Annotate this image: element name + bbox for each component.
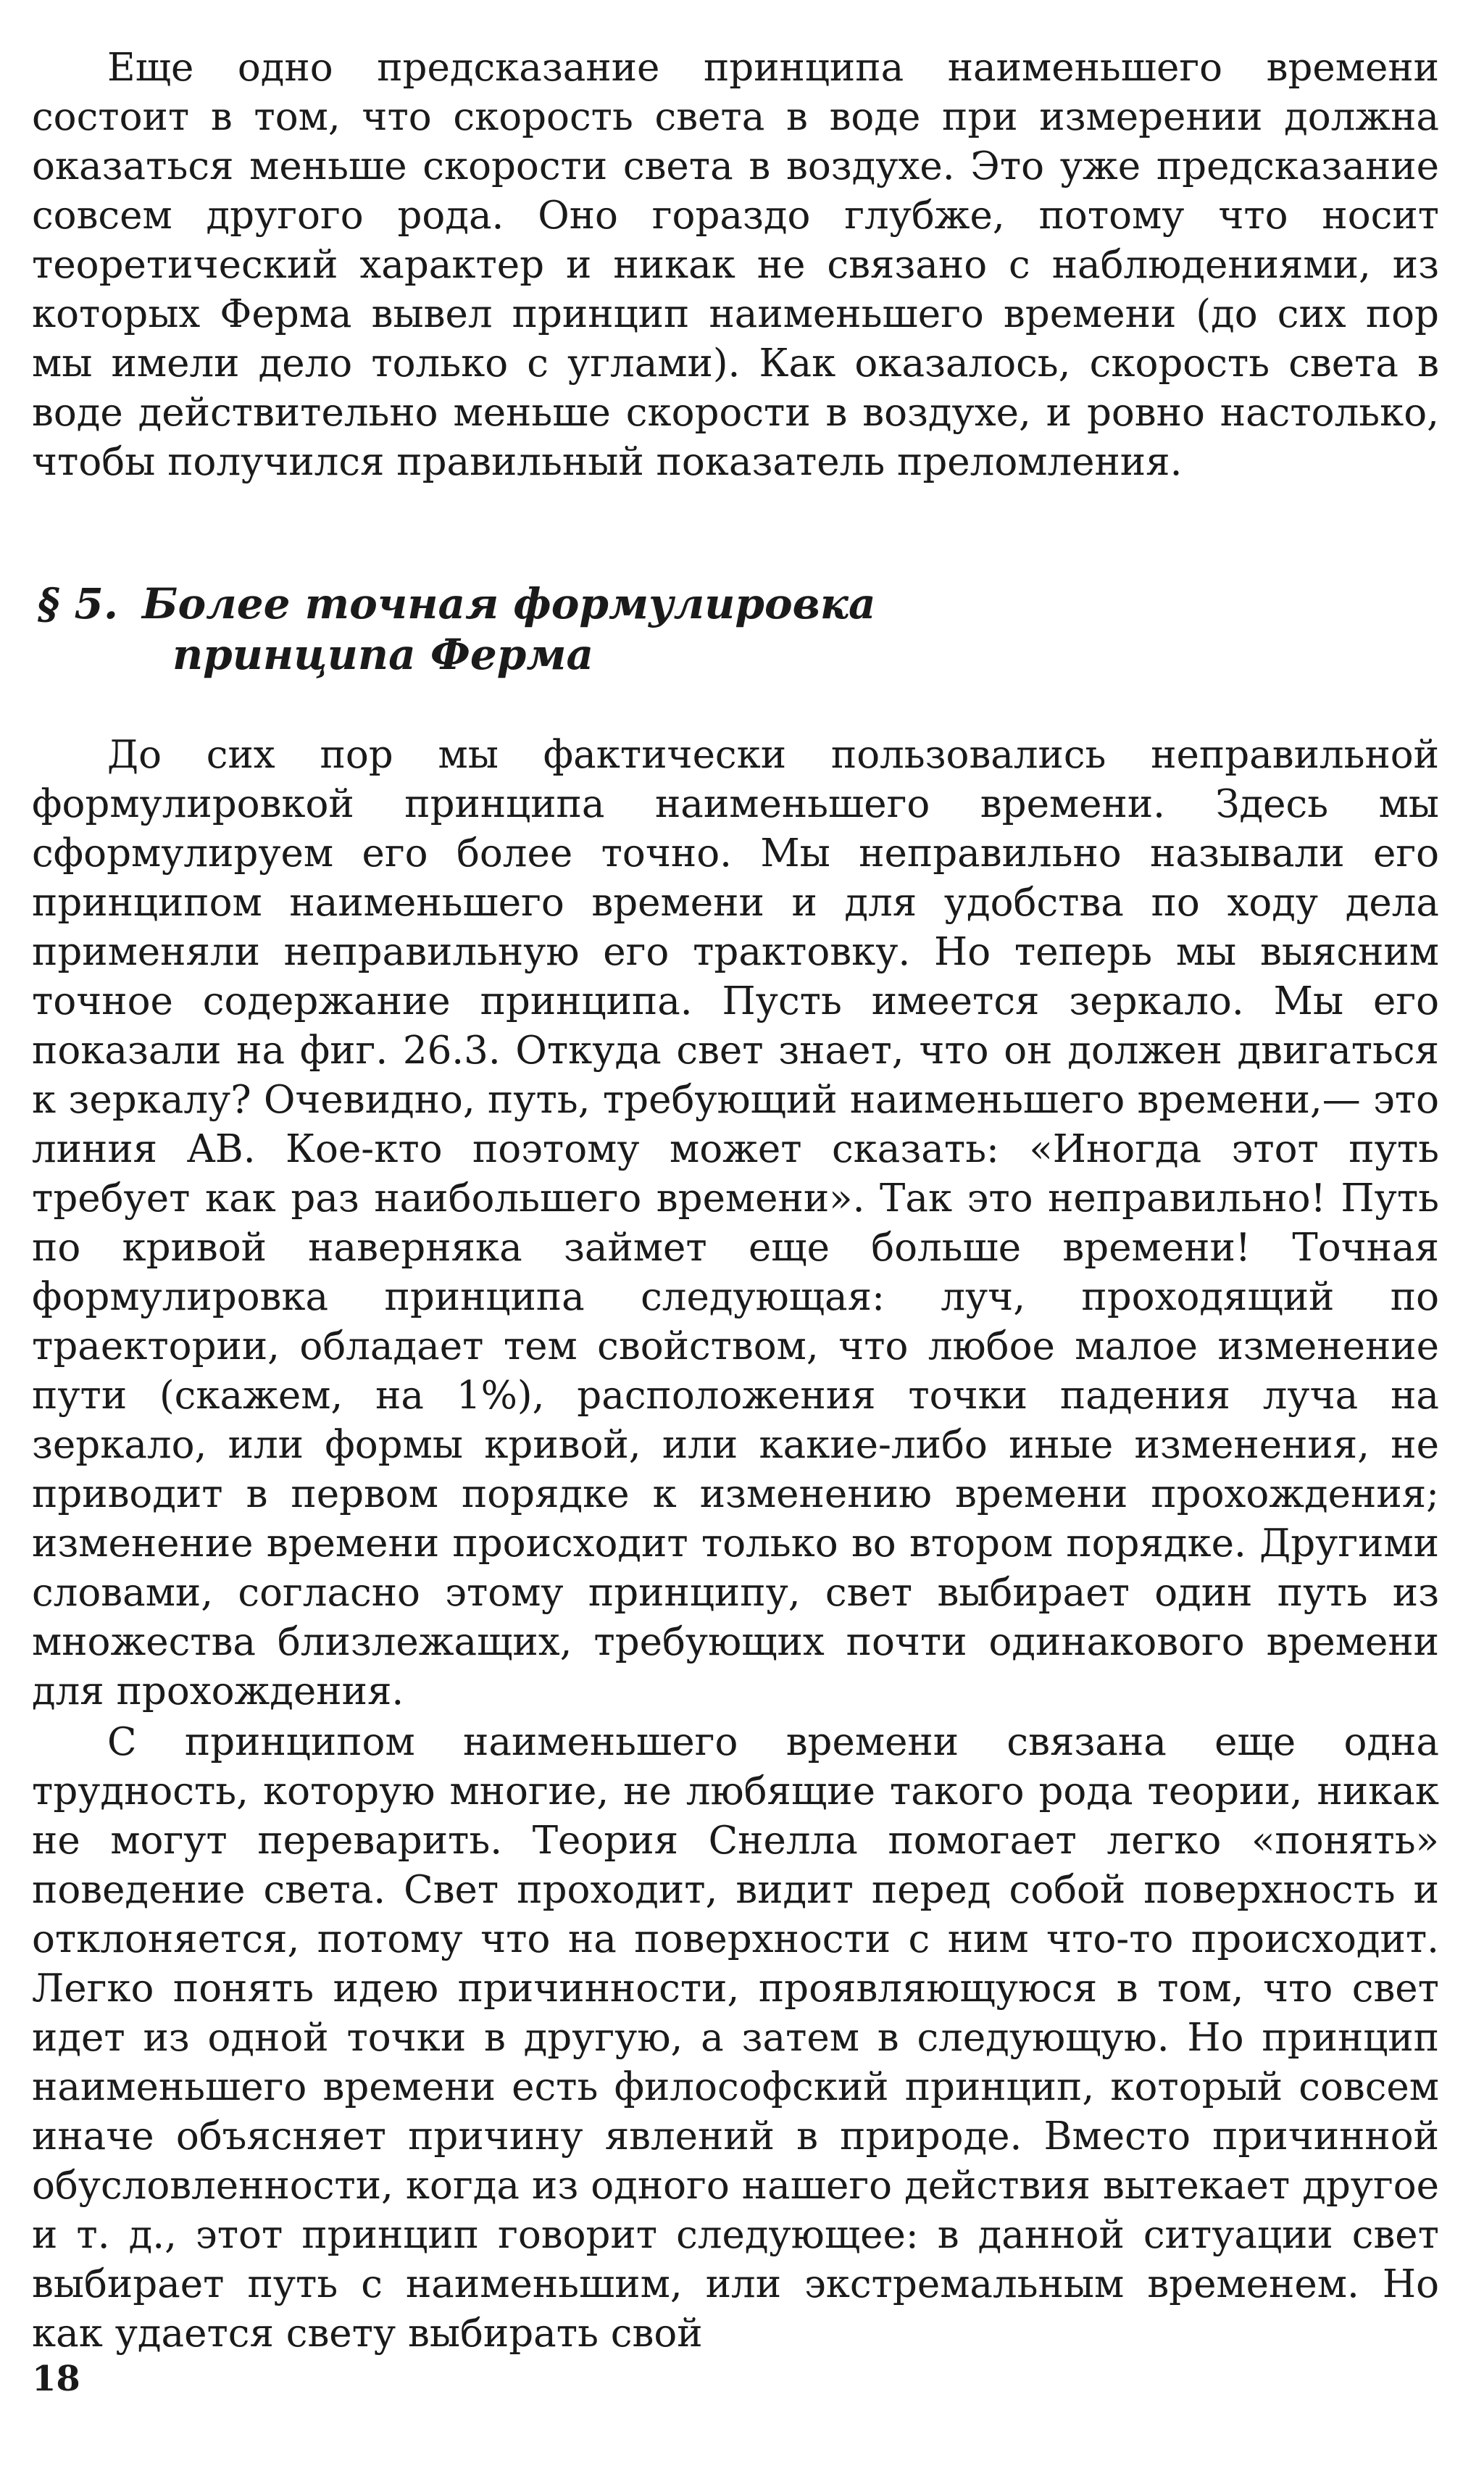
page-content [32,43,1439,2359]
section-title-line-1: Более точная формулировка [142,579,876,628]
section-heading [32,578,1439,680]
paragraph-2: До сих пор мы фактически пользовались неправильной формулировкой принципа наименьшего времени. Здесь мы сформулируем его более точно. Мы неправильно называли его принципом наименьшего времени и для удобства по ходу дела применяли неправильную его трактовку. Но теперь мы выясним точное содержание принципа. Пусть имеется зеркало. Мы его показали на фиг. 26.3. Откуда свет знает, что он должен двигаться к зеркалу? Очевидно, путь, требующий наименьшего времени,— это линия AB. Кое-кто поэтому может сказать: «Иногда этот путь требует как раз наибольшего времени». Так это неправильно! Путь по кривой наверняка займет еще больше времени! Точная формулировка принципа следующая: луч, проходящий по траектории, обладает тем свойством, что любое малое изменение пути (скажем, на 1%), расположения точки падения луча на зеркало, или формы кривой, или какие-либо иные изменения, не приводит в первом порядке к изменению времени прохождения; изменение времени происходит только во втором порядке. Другими словами, согласно этому принципу, свет выбирает один путь из множества близлежащих, требующих почти одинакового времени для прохождения. [32,733,1439,1714]
section-title-line-2: принципа Ферма [172,630,594,679]
paragraph-1: Еще одно предсказание принципа наименьшего времени состоит в том, что скорость света в воде при измерении должна оказаться меньше скорости света в воздухе. Это уже предсказание совсем другого рода. Оно гораздо глубже, потому что носит теоретический характер и никак не связано с наблюдениями, из которых Ферма вывел принцип наименьшего времени (до сих пор мы имели дело только с углами). Как оказалось, скорость света в воде действительно меньше скорости в воздухе, и ровно настолько, чтобы получился правильный показатель преломления. [32,46,1439,484]
page-number: 18 [32,2359,80,2399]
section-number: § 5. [38,579,119,628]
paragraph-3: С принципом наименьшего времени связана еще одна трудность, которую многие, не любящие такого рода теории, никак не могут переварить. Теория Снелла помогает легко «понять» поведение света. Свет проходит, видит перед собой поверхность и отклоняется, потому что на поверхности с ним что-то происходит. Легко понять идею причинности, проявляющуюся в том, что свет идет из одной точки в другую, а затем в следующую. Но принцип наименьшего времени есть философский принцип, который совсем иначе объясняет причину явлений в природе. Вместо причинной обусловленности, когда из одного нашего действия вытекает другое и т. д., этот принцип говорит следующее: в данной ситуации свет выбирает путь с наименьшим, или экстремальным временем. Но как удается свету выбирать свой [32,1720,1439,2356]
